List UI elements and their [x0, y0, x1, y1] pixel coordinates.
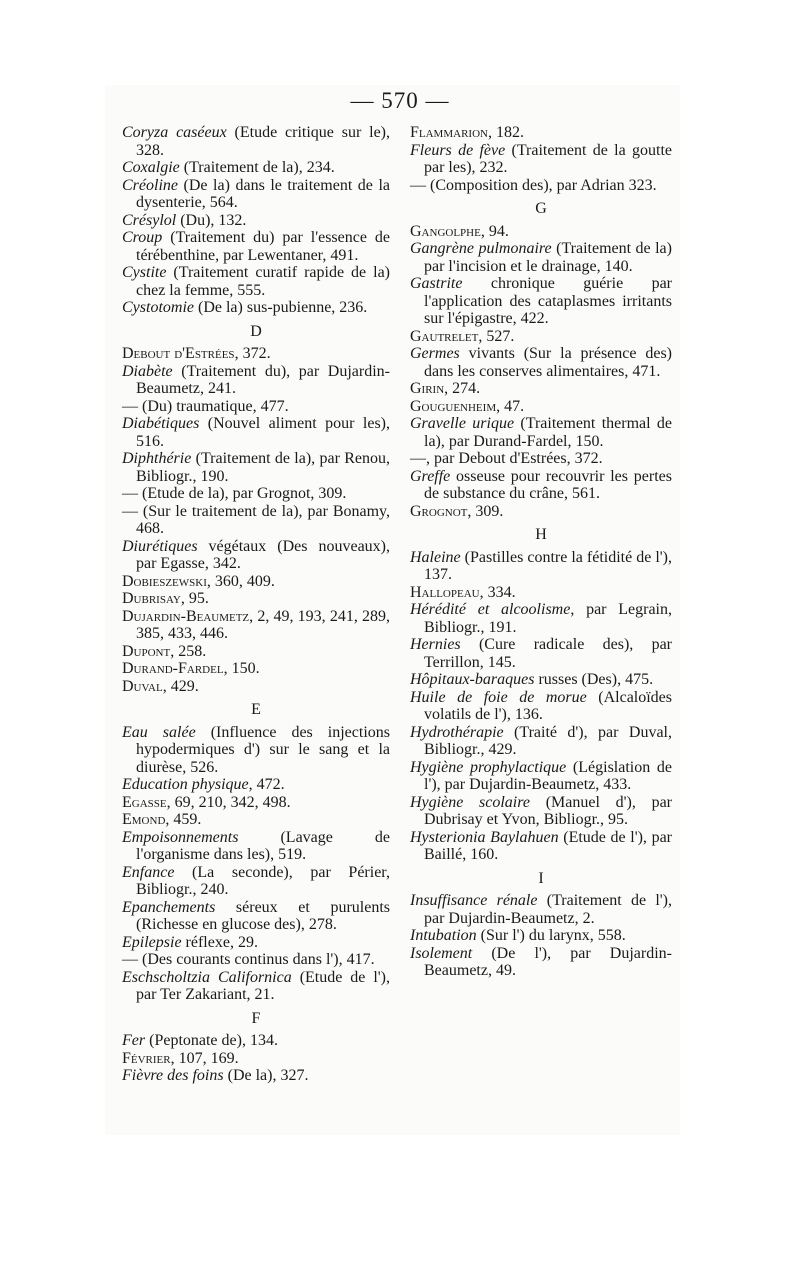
entry-text: , 309.: [467, 502, 504, 520]
index-author-entry: [122, 660, 390, 678]
entry-text: (De la) sus-pubienne, 236.: [194, 299, 368, 316]
index-author-entry: [410, 398, 672, 416]
section-letter: D: [250, 322, 262, 340]
entry-title: Cystite: [122, 264, 167, 281]
entry-text: (Traitement de la), par Renou, Bibliogr., 190.: [136, 450, 390, 485]
entry-title: Coryza caséeux: [122, 124, 227, 141]
author-name: Grognot: [410, 502, 468, 520]
entry-text: (Cure radicale des), par Terrillon, 145.: [424, 636, 672, 671]
entry-text: (Etude critique sur le), 328.: [136, 124, 390, 159]
entry-text: , 258.: [170, 642, 207, 660]
author-name: Gouguenheim: [410, 397, 497, 415]
entry-title: Huile de foie de morue: [410, 688, 587, 706]
index-entry: [122, 899, 390, 934]
entry-text: (Lavage de l'organisme dans les), 519.: [136, 828, 390, 863]
author-name: Dubrisay: [122, 590, 181, 607]
entry-title: Eau salée: [122, 723, 196, 741]
entry-text: russes (Des), 475.: [534, 671, 654, 688]
entry-text: (Manuel d'), par Dubrisay et Yvon, Bibliogr., 95.: [424, 793, 672, 828]
entry-text: , par Legrain, Bibliogr., 191.: [424, 601, 672, 636]
index-entry: [122, 264, 390, 299]
author-name: Février: [122, 1049, 171, 1067]
index-author-entry: [122, 608, 390, 643]
entry-text: , 274.: [444, 380, 481, 397]
index-author-entry: [122, 794, 390, 812]
index-entry: [410, 636, 672, 671]
index-entry: — (Composition des), par Adrian 323.: [410, 176, 657, 194]
entry-text: , 527.: [478, 327, 515, 345]
index-entry: [410, 689, 672, 724]
index-entry: [122, 415, 390, 450]
entry-title: Diabète: [122, 362, 173, 380]
entry-title: Gastrite: [410, 275, 463, 292]
entry-text: , 360, 409.: [206, 572, 275, 590]
index-entry: — (Des courants continus dans l'), 417.: [122, 951, 375, 968]
index-entry: — (Du) traumatique, 477.: [122, 397, 289, 415]
author-name: Egasse: [122, 793, 167, 811]
section-letter: H: [535, 526, 547, 543]
section-letter: F: [251, 1009, 261, 1027]
entry-text: (Traitement du), par Dujardin-Beaumetz, 241.: [136, 362, 390, 397]
index-author-entry: [410, 124, 672, 142]
page-number: — 570 —: [350, 88, 450, 113]
entry-text: , 150.: [223, 660, 260, 677]
entry-text: (Pastilles contre la fétidité de l'), 137.: [424, 548, 672, 583]
index-entry: [410, 724, 672, 759]
index-entry: [410, 240, 672, 275]
index-entry: [122, 538, 390, 573]
entry-text: osseuse pour recouvrir les pertes de substance du crâne, 561.: [424, 467, 672, 502]
entry-title: Cystotomie: [122, 299, 194, 316]
index-column-left: [122, 124, 390, 1085]
entry-text: séreux et purulents (Richesse en glucose des), 278.: [136, 898, 390, 933]
entry-text: (Alcaloïdes volatils de l'), 136.: [424, 688, 673, 723]
author-name: Debout d'Estrées: [122, 345, 235, 362]
entry-title: Epanchements: [122, 898, 216, 916]
index-entry: [410, 142, 672, 177]
entry-text: (Peptonate de), 134.: [145, 1032, 278, 1049]
index-author-entry: [122, 590, 390, 608]
index-entry: [410, 927, 672, 945]
index-entry: [122, 969, 390, 1004]
index-column-right: [410, 124, 672, 980]
index-entry: [410, 275, 672, 328]
entry-text: , 95.: [180, 590, 209, 607]
entry-title: Diurétiques: [122, 537, 198, 555]
index-entry: [410, 671, 672, 689]
entry-text: (Traité d'), par Duval, Bibliogr., 429.: [424, 723, 672, 758]
index-author-entry: [410, 328, 672, 346]
entry-title: Eschscholtzia Californica: [122, 968, 292, 986]
entry-text: , 334.: [479, 583, 516, 601]
entry-text: , 2, 49, 193, 241, 289, 385, 433, 446.: [136, 607, 390, 642]
index-entry: [122, 159, 390, 177]
index-entry: [410, 345, 672, 380]
entry-text: , 459.: [165, 811, 202, 828]
entry-text: (De la) dans le traitement de la dysenterie, 564.: [136, 176, 390, 211]
index-author-entry: [122, 811, 390, 829]
author-name: Gautrelet: [410, 327, 479, 345]
entry-title: Crésylol: [122, 211, 177, 229]
entry-title: Gravelle urique: [410, 415, 515, 432]
entry-text: (Traitement de la goutte par les), 232.: [424, 141, 672, 176]
entry-text: , 429.: [162, 677, 199, 695]
entry-title: Fer: [122, 1032, 146, 1049]
entry-title: Hernies: [410, 636, 461, 653]
entry-title: Education physique: [122, 776, 249, 793]
entry-text: (Traitement du) par l'essence de térébenthine, par Lewentaner, 491.: [136, 229, 390, 264]
entry-text: (Nouvel aliment pour les), 516.: [136, 415, 390, 450]
index-author-entry: [410, 223, 672, 241]
entry-text: , 69, 210, 342, 498.: [166, 793, 291, 811]
entry-text: réflexe, 29.: [181, 933, 258, 951]
entry-text: (Sur l') du larynx, 558.: [476, 927, 626, 944]
entry-text: , 182.: [487, 124, 524, 141]
index-entry: [122, 450, 390, 485]
entry-text: , 472.: [248, 776, 285, 793]
index-entry: [122, 776, 390, 794]
index-entry: [410, 601, 672, 636]
index-entry: [122, 363, 390, 398]
index-entry: [122, 1067, 390, 1085]
entry-text: (Traitement de la) par l'incision et le drainage, 140.: [424, 240, 672, 275]
index-entry: [122, 124, 390, 159]
index-author-entry: [410, 380, 672, 398]
index-author-entry: [122, 1050, 390, 1068]
entry-title: Fleurs de fève: [410, 141, 506, 159]
index-entry: [410, 415, 672, 450]
index-author-entry: [122, 643, 390, 661]
index-entry: [122, 229, 390, 264]
entry-title: Empoisonnements: [122, 828, 239, 846]
index-entry: [410, 945, 672, 980]
entry-text: (Traitement de la), 234.: [179, 159, 335, 176]
index-entry: [122, 177, 390, 212]
entry-title: Hérédité et alcoolisme: [410, 601, 571, 618]
index-entry: [410, 794, 672, 829]
entry-title: Hygiène prophylactique: [410, 758, 567, 776]
index-entry: [122, 724, 390, 777]
index-entry: — (Sur le traitement de la), par Bonamy, 468.: [122, 502, 390, 537]
entry-title: Coxalgie: [122, 159, 180, 176]
entry-title: Germes: [410, 345, 460, 362]
index-entry: [122, 1032, 390, 1050]
entry-title: Intubation: [410, 927, 477, 944]
section-letter: I: [538, 869, 544, 887]
author-name: Gangolphe: [410, 222, 481, 240]
entry-text: (Du), 132.: [176, 211, 247, 229]
entry-text: (La seconde), par Périer, Bibliogr., 240.: [136, 863, 390, 898]
entry-text: chronique guérie par l'application des cataplasmes irritants sur l'épigastre, 422.: [424, 275, 672, 327]
entry-title: Gangrène pulmonaire: [410, 240, 552, 257]
entry-title: Diphthérie: [122, 450, 192, 467]
entry-text: , 47.: [496, 397, 525, 415]
entry-title: Epilepsie: [122, 933, 182, 951]
entry-title: Haleine: [410, 548, 461, 566]
index-entry: [122, 934, 390, 952]
entry-text: (De l'), par Dujardin-Beaumetz, 49.: [424, 944, 672, 979]
author-name: Duval: [122, 677, 163, 695]
entry-title: Hydrothérapie: [410, 723, 504, 741]
entry-text: (Traitement thermal de la), par Durand-Fardel, 150.: [424, 415, 673, 450]
author-name: Girin: [410, 380, 445, 397]
entry-title: Hôpitaux-baraques: [410, 671, 535, 688]
entry-text: végétaux (Des nouveaux), par Egasse, 342.: [136, 537, 390, 572]
index-entry: —, par Debout d'Estrées, 372.: [410, 450, 603, 467]
entry-title: Créoline: [122, 176, 178, 194]
entry-title: Fièvre des foins: [122, 1067, 224, 1084]
entry-text: (Traitement de l'), par Dujardin-Beaumetz, 2.: [424, 892, 672, 927]
author-name: Dujardin-Beaumetz: [122, 607, 250, 625]
index-entry: [122, 864, 390, 899]
index-entry: [410, 892, 672, 927]
index-entry: — (Etude de la), par Grognot, 309.: [122, 485, 347, 502]
index-author-entry: [122, 345, 390, 363]
author-name: Hallopeau: [410, 583, 480, 601]
index-author-entry: [410, 584, 672, 602]
index-author-entry: [122, 573, 390, 591]
author-name: Emond: [122, 811, 166, 828]
index-entry: [410, 549, 672, 584]
entry-text: (De la), 327.: [223, 1067, 309, 1084]
entry-title: Croup: [122, 229, 163, 246]
author-name: Dupont: [122, 642, 171, 660]
entry-text: (Traitement curatif rapide de la) chez la femme, 555.: [136, 264, 390, 299]
index-entry: [122, 299, 390, 317]
section-letter: E: [251, 701, 261, 718]
entry-title: Greffe: [410, 467, 451, 485]
entry-text: (Etude de l'), par Ter Zakariant, 21.: [136, 968, 390, 1003]
author-name: Durand-Fardel: [122, 660, 224, 677]
entry-text: (Etude de l'), par Baillé, 160.: [424, 828, 672, 863]
section-letter: G: [535, 200, 547, 217]
entry-text: (Influence des injections hypodermiques d') sur le sang et la diurèse, 526.: [136, 723, 390, 776]
entry-title: Diabétiques: [122, 415, 200, 432]
author-name: Flammarion: [410, 124, 488, 141]
entry-title: Isolement: [410, 944, 473, 962]
index-author-entry: [122, 678, 390, 696]
entry-title: Hygiène scolaire: [410, 793, 530, 811]
entry-text: , 94.: [480, 222, 509, 240]
entry-title: Hysterionia Baylahuen: [410, 828, 559, 846]
entry-text: vivants (Sur la présence des) dans les conserves alimentaires, 471.: [424, 345, 672, 380]
entry-title: Insuffisance rénale: [410, 892, 538, 909]
entry-text: (Législation de l'), par Dujardin-Beaumetz, 433.: [424, 758, 672, 793]
index-entry: [122, 829, 390, 864]
entry-title: Enfance: [122, 863, 175, 881]
entry-text: , 372.: [234, 345, 271, 362]
author-name: Dobieszewski: [122, 572, 207, 590]
index-entry: [410, 829, 672, 864]
index-author-entry: [410, 503, 672, 521]
entry-text: , 107, 169.: [170, 1049, 239, 1067]
index-entry: [410, 468, 672, 503]
index-entry: [410, 759, 672, 794]
index-entry: [122, 212, 390, 230]
